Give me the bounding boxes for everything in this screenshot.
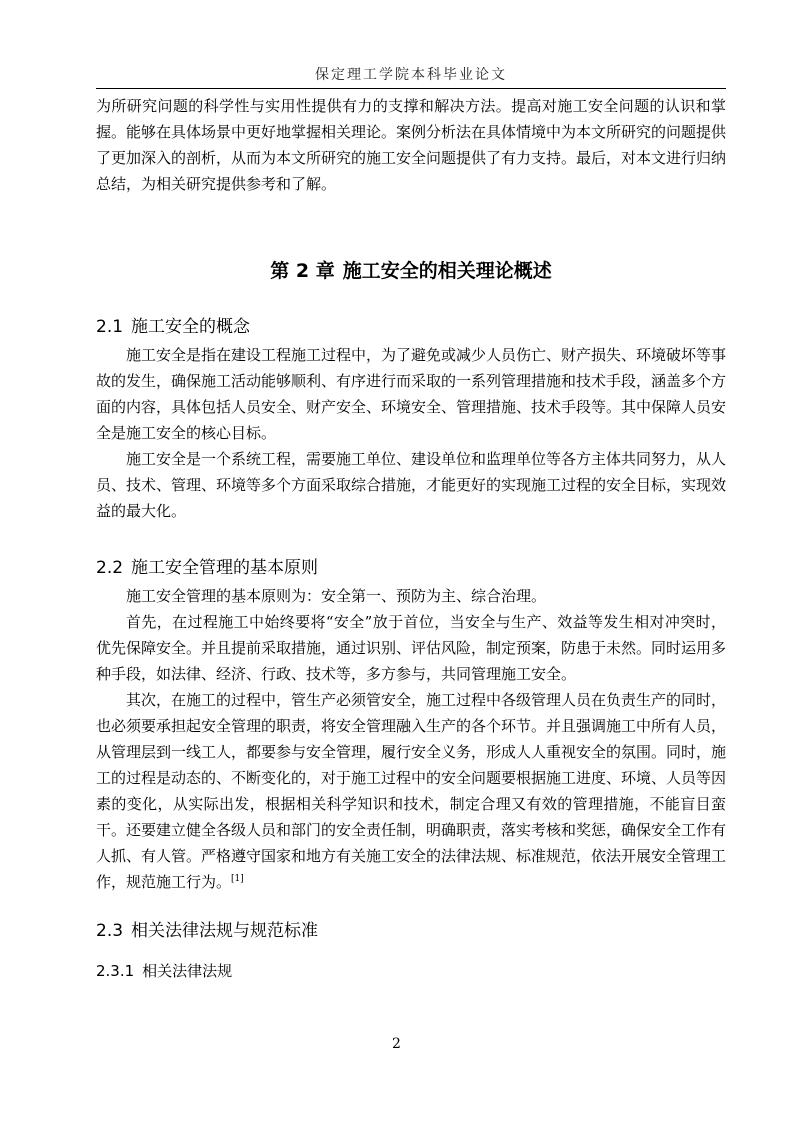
paragraph-with-citation — [96, 687, 726, 895]
section-title: 施工安全管理的基本原则 — [131, 558, 319, 578]
subsection-number: 2.3.1 — [96, 962, 135, 980]
paragraph: 施工安全是指在建设工程施工过程中，为了避免或减少人员伤亡、财产损失、环境破坏等事故的发生，确保施工活动能够顺利、有序进行而采取的一系列管理措施和技术手段，涵盖多个方面的内容，具体包括人员安全、财产安全、环境安全、管理措施、技术手段等。其中保障人员安全是施工安全的核心目标。 — [96, 346, 727, 442]
paragraph: 首先，在过程施工中始终要将“安全”放于首位，当安全与生产、效益等发生相对冲突时，优先保障安全。并且提前采取措施，通过识别、评估风险，制定预案，防患于未然。同时运用多种手段，如法律、经济、行政、技术等，多方参与，共同管理施工安全。 — [96, 613, 727, 683]
paragraph: 施工安全管理的基本原则为：安全第一、预防为主、综合治理。 — [126, 587, 547, 605]
header-rule — [96, 88, 726, 89]
section-number: 2.3 — [96, 921, 124, 941]
page-number: 2 — [392, 1036, 401, 1052]
chapter-heading — [96, 254, 726, 288]
citation-reference[interactable]: [1] — [231, 874, 244, 884]
page-content — [96, 93, 726, 986]
paragraph: 施工安全是一个系统工程，需要施工单位、建设单位和监理单位等各方主体共同努力，从人员、技术、管理、环境等多个方面采取综合措施，才能更好的实现施工过程的安全目标，实现效益的最大化。 — [96, 450, 727, 520]
chapter-number: 第 2 章 — [270, 260, 335, 282]
section-title: 相关法律法规与规范标准 — [131, 921, 319, 941]
paragraph-text: 其次，在施工的过程中，管生产必须管安全，施工过程中各级管理人员在负责生产的同时，也必须要承担起安全管理的职责，将安全管理融入生产的各个环节。并且强调施工中所有人员，从管理层到一线工人，都要参与安全管理，履行安全义务，形成人人重视安全的氛围。同时，施工的过程是动态的、不断变化的，对于施工过程中的安全问题要根据施工进度、环境、人员等因素的变化，从实际出发，根据相关科学知识和技术，制定合理又有效的管理措施，不能盲目蛮干。还要建立健全各级人员和部门的安全责任制，明确职责，落实考核和奖惩，确保安全工作有人抓、有人管。严格遵守国家和地方有关施工安全的法律法规、标准规范，依法开展安全管理工作，规范施工行为。 — [96, 691, 727, 891]
section-number: 2.1 — [96, 317, 124, 337]
section-title: 施工安全的概念 — [131, 317, 251, 337]
section-heading-2-1 — [96, 312, 726, 342]
section-heading-2-3 — [96, 916, 726, 946]
subsection-title: 相关法律法规 — [142, 962, 233, 980]
intro-paragraph: 为所研究问题的科学性与实用性提供有力的支撑和解决方法。提高对施工安全问题的认识和掌握。能够在具体场景中更好地掌握相关理论。案例分析法在具体情境中为本文所研究的问题提供了更加深入的剖析，从而为本文所研究的施工安全问题提供了有力支持。最后，对本文进行归纳总结，为相关研究提供参考和了解。 — [96, 97, 727, 193]
running-header: 保定理工学院本科毕业论文 — [315, 67, 507, 83]
subsection-heading-2-3-1 — [96, 956, 726, 986]
section-number: 2.2 — [96, 558, 124, 578]
section-heading-2-2 — [96, 553, 726, 583]
chapter-title: 施工安全的相关理论概述 — [342, 260, 552, 282]
